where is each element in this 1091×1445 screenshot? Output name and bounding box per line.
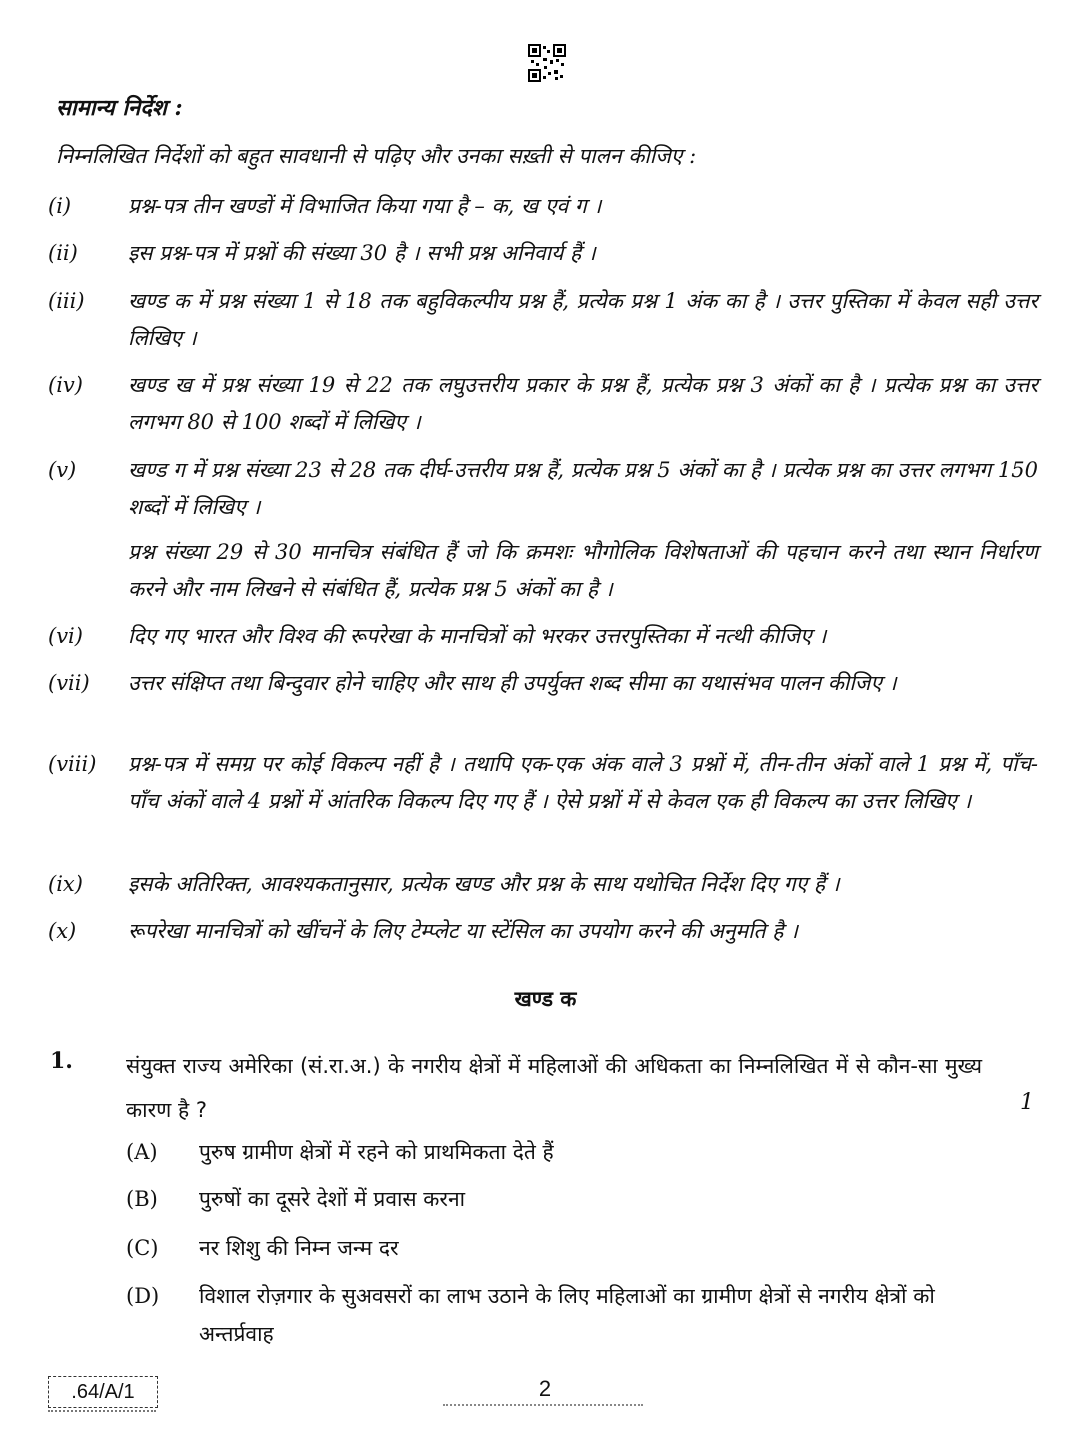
option-label: (B) <box>126 1187 158 1211</box>
option-label: (C) <box>126 1236 159 1260</box>
instruction-text: इसके अतिरिक्त, आवश्यकतानुसार, प्रत्येक खण्ड और प्रश्न के साथ यथोचित निर्देश दिए गए हैं । <box>128 872 840 896</box>
general-instructions-title: सामान्य निर्देश : <box>56 95 183 121</box>
section-title: खण्ड क <box>514 986 577 1011</box>
instruction-text: खण्ड क में प्रश्न संख्या 1 से 18 तक बहुविकल्पीय प्रश्न हैं, प्रत्येक प्रश्न 1 अंक का है । उत्तर पुस्तिका में केवल सही उत्तर लिखिए । <box>128 289 1038 350</box>
instruction-text: उत्तर संक्षिप्त तथा बिन्दुवार होने चाहिए और साथ ही उपर्युक्त शब्द सीमा का यथासंभव पालन कीजिए । <box>128 671 897 695</box>
option-text: पुरुष ग्रामीण क्षेत्रों में रहने को प्राथमिकता देते हैं <box>199 1140 554 1164</box>
instruction-number: (iii) <box>48 289 85 313</box>
option-label: (A) <box>126 1140 158 1164</box>
instruction-number: (i) <box>48 194 72 218</box>
general-instructions-intro: निम्नलिखित निर्देशों को बहुत सावधानी से पढ़िए और उनका सख़्ती से पालन कीजिए : <box>56 144 697 168</box>
instruction-text: रूपरेखा मानचित्रों को खींचनें के लिए टेम्प्लेट या स्टेंसिल का उपयोग करने की अनुमति है । <box>128 919 798 943</box>
option-label: (D) <box>126 1284 160 1308</box>
instruction-number: (viii) <box>48 752 97 776</box>
qr-code-icon <box>528 44 566 82</box>
footer-dotted-line <box>48 1410 156 1415</box>
instruction-text: खण्ड ख में प्रश्न संख्या 19 से 22 तक लघुउत्तरीय प्रकार के प्रश्न हैं, प्रत्येक प्रश्न 3 अंकों का है । प्रत्येक प्रश्न का उत्तर लगभग 80 से 100 शब्दों में लिखिए । <box>128 373 1038 434</box>
instruction-text: प्रश्न-पत्र तीन खण्डों में विभाजित किया गया है – क, ख एवं ग । <box>128 194 602 218</box>
instruction-number: (ii) <box>48 241 78 265</box>
option-text: नर शिशु की निम्न जन्म दर <box>199 1236 399 1260</box>
instruction-text: खण्ड ग में प्रश्न संख्या 23 से 28 तक दीर्घ-उत्तरीय प्रश्न हैं, प्रत्येक प्रश्न 5 अंकों का है । प्रत्येक प्रश्न का उत्तर लगभग 150 शब्दों में लिखिए । <box>128 458 1038 519</box>
instruction-number: (v) <box>48 458 77 482</box>
instruction-number: (iv) <box>48 373 83 397</box>
instruction-text: दिए गए भारत और विश्व की रूपरेखा के मानचित्रों को भरकर उत्तरपुस्तिका में नत्थी कीजिए । <box>128 624 827 648</box>
instruction-number: (ix) <box>48 872 83 896</box>
page-dotted-line <box>443 1404 643 1409</box>
instruction-text: प्रश्न संख्या 29 से 30 मानचित्र संबंधित हैं जो कि क्रमशः भौगोलिक विशेषताओं की पहचान करने तथा स्थान निर्धारण करने और नाम लिखने से संबंधित हैं, प्रत्येक प्रश्न 5 अंकों का है । <box>128 540 1038 601</box>
page-number: 2 <box>538 1376 552 1401</box>
question-text: संयुक्त राज्य अमेरिका (सं.रा.अ.) के नगरीय क्षेत्रों में महिलाओं की अधिकता का निम्नलिखित में से कौन-सा मुख्य कारण है ? <box>126 1054 982 1122</box>
option-text: पुरुषों का दूसरे देशों में प्रवास करना <box>199 1187 466 1211</box>
paper-code: .64/A/1 <box>48 1376 158 1408</box>
instruction-number: (vi) <box>48 624 83 648</box>
option-text: विशाल रोज़गार के सुअवसरों का लाभ उठाने के लिए महिलाओं का ग्रामीण क्षेत्रों से नगरीय क्षेत्रों को अन्तर्प्रवाह <box>199 1284 935 1346</box>
question-marks: 1 <box>1020 1090 1034 1115</box>
instruction-number: (x) <box>48 919 77 943</box>
question-number: 1. <box>50 1048 73 1074</box>
instruction-text: प्रश्न-पत्र में समग्र पर कोई विकल्प नहीं है । तथापि एक-एक अंक वाले 3 प्रश्नों में, तीन-तीन अंकों वाले 1 प्रश्न में, पाँच-पाँच अंकों वाले 4 प्रश्नों में आंतरिक विकल्प दिए गए हैं । ऐसे प्रश्नों में से केवल एक ही विकल्प का उत्तर लिखिए । <box>128 752 1038 813</box>
instruction-number: (vii) <box>48 671 90 695</box>
instruction-text: इस प्रश्न-पत्र में प्रश्नों की संख्या 30 है । सभी प्रश्न अनिवार्य हैं । <box>128 241 596 265</box>
